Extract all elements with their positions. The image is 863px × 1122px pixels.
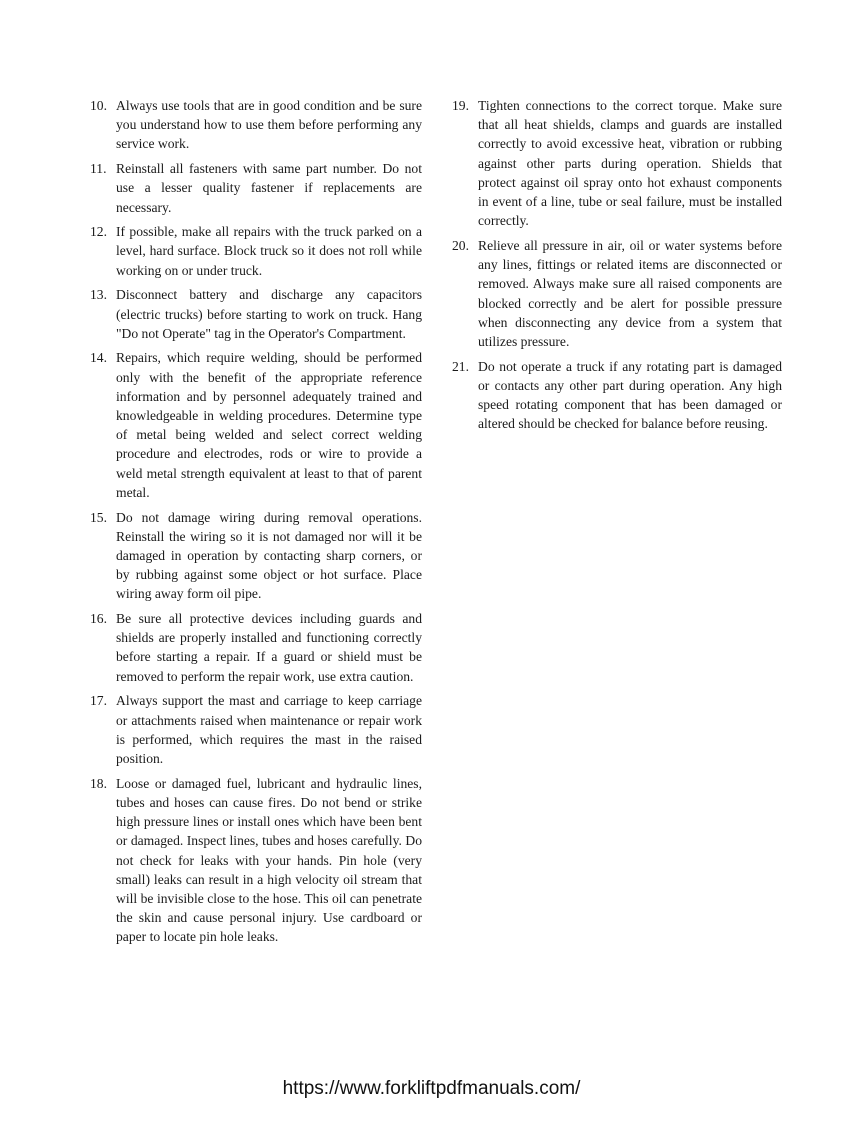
list-item (90, 222, 422, 280)
item-number: 21. (452, 358, 469, 374)
item-number: 13. (90, 287, 107, 303)
list-item (452, 96, 782, 230)
item-text: Disconnect battery and discharge any capacitors (electric trucks) before starting to work on truck. Hang "Do not Operate" tag in the Operator's Compartment. (116, 287, 422, 341)
item-text: Tighten connections to the correct torque. Make sure that all heat shields, clamps and guards are installed correctly to avoid excessive heat, vibration or rubbing against other parts during operation. Shields that protect against oil spray onto hot exhaust components in event of a line, tube or seal failure, must be installed correctly. (478, 98, 782, 229)
item-number: 14. (90, 350, 107, 366)
footer-url[interactable]: https://www.forkliftpdfmanuals.com/ (282, 1078, 581, 1099)
list-item (90, 348, 422, 502)
list-item (90, 691, 422, 768)
list-item (90, 508, 422, 604)
list-item (452, 357, 782, 434)
list-item (90, 159, 422, 217)
item-text: Relieve all pressure in air, oil or water systems before any lines, fittings or related items are disconnected or removed. Always make sure all raised components are blocked correctly and be alert for possible pressure when disconnecting any device from a system that utilizes pressure. (478, 237, 782, 349)
item-number: 19. (452, 98, 469, 113)
item-number: 12. (90, 224, 107, 240)
list-item (90, 609, 422, 686)
item-text: Do not operate a truck if any rotating part is damaged or contacts any other part during operation. Any high speed rotating component that has been damaged or altered should be checked for balance before reusing. (478, 358, 782, 432)
item-number: 18. (90, 775, 107, 791)
item-number: 10. (90, 98, 107, 113)
item-text: Always use tools that are in good condition and be sure you understand how to use them before performing any service work. (116, 98, 422, 152)
item-number: 11. (90, 161, 107, 177)
list-item (90, 96, 422, 154)
list-item (90, 774, 422, 947)
item-text: Reinstall all fasteners with same part number. Do not use a lesser quality fastener if replacements are necessary. (116, 161, 422, 215)
item-number: 15. (90, 509, 107, 525)
item-text: Always support the mast and carriage to keep carriage or attachments raised when maintenance or repair work is performed, which requires the mast in the raised position. (116, 693, 422, 766)
left-column (90, 96, 422, 952)
item-number: 20. (452, 237, 469, 253)
list-item (90, 285, 422, 343)
right-column (452, 96, 782, 439)
item-text: Loose or damaged fuel, lubricant and hydraulic lines, tubes and hoses can cause fires. Do not bend or strike high pressure lines or install ones which have been bent or damaged. Inspect lines, tubes and hoses carefully. Do not check for leaks with your hands. Pin hole (very small) leaks can result in a high velocity oil stream that will be invisible close to the hose. This oil can penetrate the skin and cause personal injury. Use cardboard or paper to locate pin hole leaks. (116, 775, 422, 945)
item-number: 16. (90, 611, 107, 627)
item-number: 17. (90, 693, 107, 709)
item-text: Do not damage wiring during removal operations. Reinstall the wiring so it is not damaged nor will it be damaged in operation by contacting sharp corners, or by rubbing against some object or hot surface. Place wiring away form oil pipe. (116, 509, 422, 602)
item-text: If possible, make all repairs with the truck parked on a level, hard surface. Block truck so it does not roll while working on or under truck. (116, 224, 422, 278)
item-text: Repairs, which require welding, should be performed only with the benefit of the appropriate reference information and by personnel adequately trained and knowledgeable in welding procedures. Determine type of metal being welded and select correct welding procedure and electrodes, rods or wire to provide a weld metal strength equivalent at least to that of parent metal. (116, 350, 422, 500)
list-item (452, 236, 782, 351)
item-text: Be sure all protective devices including guards and shields are properly installed and functioning correctly before starting a repair. If a guard or shield must be removed to perform the repair work, use extra caution. (116, 611, 422, 684)
